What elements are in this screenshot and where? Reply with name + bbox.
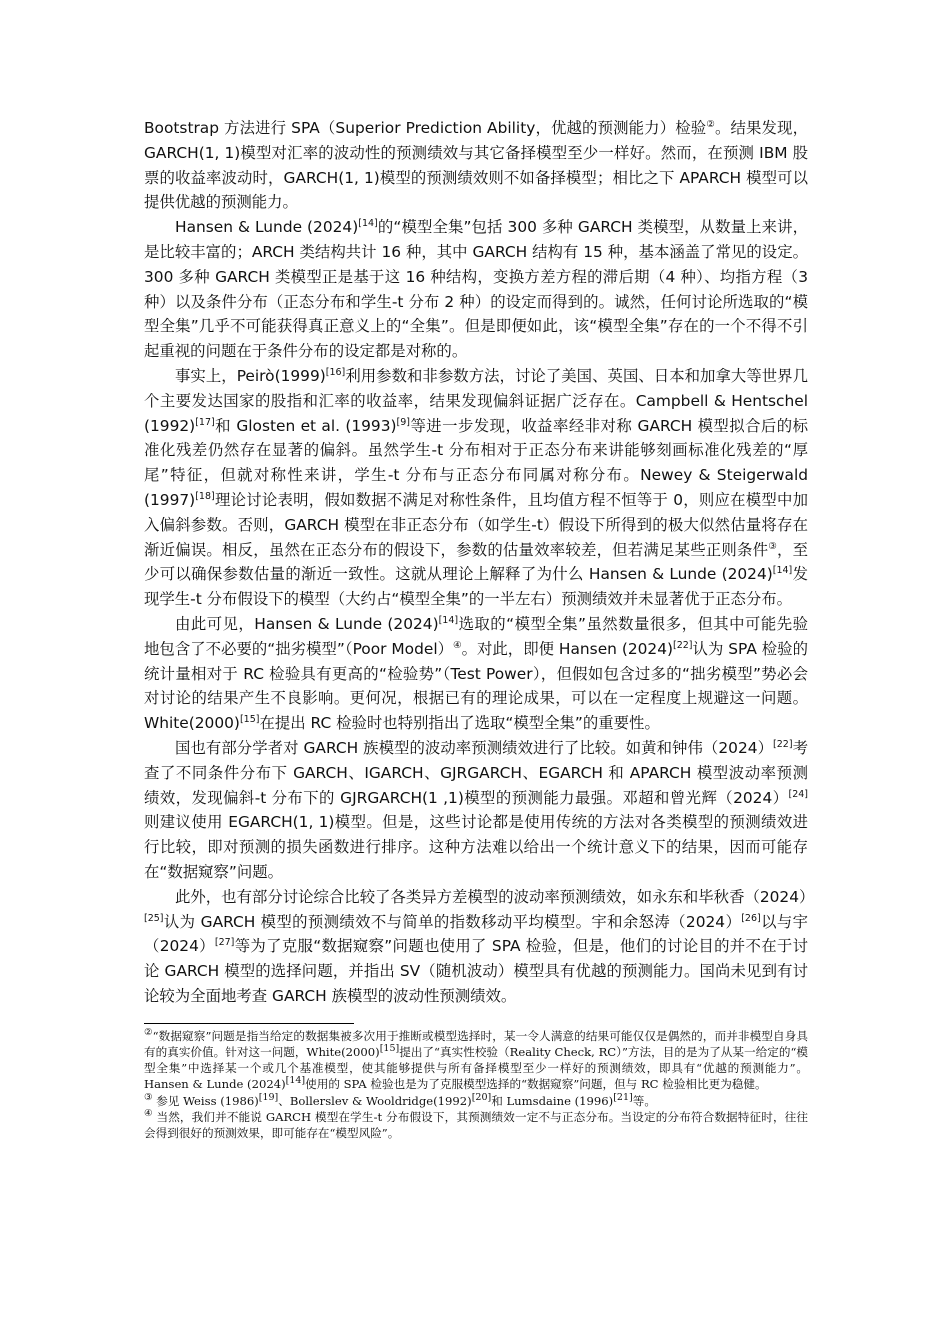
text-run: 等为了克服“数据窥察”问题也使用了 SPA 检验，但是，他们的讨论目的并不在于讨论 GARCH 模型的选择问题，并指出 SV（随机波动）模型具有优越的预测能力。国尚未见到有讨论较为全面地考查 GARCH 族模型的波动性预测绩效。	[144, 937, 808, 1005]
text-run: 等进一步发现，收益率经非对称 GARCH 模型拟合后的标准化残差仍然存在显著的偏斜。虽然学生-t 分布相对于正态分布来讲能够刻画标准化残差的“厚尾”特征，但就对称性来讲，学生-t 分布与正态分布同属对称分布。Newey & Steigerwald (1997)	[144, 416, 808, 509]
text-run: 选取的“模型全集”虽然数量很多，但其中可能先验地包含了不必要的“拙劣模型”（Poor Model）	[144, 614, 808, 658]
text-run: 和 Lumsdaine (1996)	[491, 1093, 614, 1108]
citation-marker: [15]	[379, 1043, 400, 1055]
footnote	[144, 1109, 808, 1141]
text-run: 则建议使用 EGARCH(1, 1)模型。但是，这些讨论都是使用传统的方法对各类模型的预测绩效进行比较，即对预测的损失函数进行排序。这种方法难以给出一个统计意义下的结果，因而可能存在“数据窥察”问题。	[144, 813, 808, 881]
citation-marker: [27]	[214, 937, 235, 949]
citation-marker: [14]	[438, 614, 459, 626]
text-run: 提出了“真实性校验（Reality Check, RC）”方法，目的是为了从某一给定的“模型全集”中选择某一个或几个基准模型，使其能够提供与所有备择模型至少一样好的预测绩效，即具有“优越的预测能力”。Hansen & Lunde (2024)	[144, 1044, 808, 1092]
text-run: 认为 GARCH 模型的预测绩效不与简单的指数移动平均模型。宇和余怒涛（2024）	[163, 912, 742, 931]
citation-marker: ④	[144, 1107, 153, 1119]
citation-marker: ②	[144, 1026, 153, 1038]
text-run: 在提出 RC 检验时也特别指出了选取“模型全集”的重要性。	[259, 714, 660, 733]
text-run: “数据窥察”问题是指当给定的数据集被多次用于推断或模型选择时，某一令人满意的结果可能仅仅是偶然的，而并非模型自身具有的真实价值。针对这一问题，White(2000)	[144, 1028, 808, 1059]
citation-marker: ③	[768, 540, 777, 552]
citation-marker: [17]	[195, 416, 215, 428]
citation-marker: [9]	[396, 416, 410, 428]
text-run: Hansen & Lunde (2024)	[175, 218, 359, 237]
citation-marker: [15]	[239, 714, 260, 725]
text-run: 参见 Weiss (1986)	[152, 1093, 259, 1108]
body-text	[144, 116, 815, 1009]
citation-marker: [16]	[325, 366, 346, 378]
text-run: 、Bollerslev & Wooldridge(1992)	[278, 1093, 472, 1108]
body-paragraph	[144, 612, 808, 736]
citation-marker: [19]	[258, 1091, 279, 1103]
citation-marker: [14]	[285, 1075, 306, 1087]
body-paragraph	[144, 736, 808, 885]
footnote	[144, 1093, 808, 1109]
body-paragraph	[144, 885, 815, 1009]
text-run: 等。	[632, 1093, 656, 1108]
text-run: 当然，我们并不能说 GARCH 模型在学生-t 分布假设下，其预测绩效一定不与正态分布。当设定的分布符合数据特征时，往往会得到很好的预测效果，即可能存在“模型风险”。	[144, 1109, 808, 1140]
text-run: 的“模型全集”包括 300 多种 GARCH 类模型，从数量上来讲，是比较丰富的；ARCH 类结构共计 16 种，其中 GARCH 结构有 15 种，基本涵盖了常见的设定。300 多种 GARCH 类模型正是基于这 16 种结构，变换方差方程的滞后期（4 种）、均指方程（3 种）以及条件分布（正态分布和学生-t 分布 2 种）的设定而得到的。诚然，任何讨论所选取的“模型全集”几乎不可能获得真正意义上的“全集”。但是即便如此，该“模型全集”存在的一个不得不引起重视的问题在于条件分布的设定都是对称的。	[144, 218, 808, 361]
text-run: 考查了不同条件分布下 GARCH、IGARCH、GJRGARCH、EGARCH 和 APARCH 模型波动率预测绩效，发现偏斜-t 分布下的 GJRGARCH(1 ,1)模型的预测能力最强。邓超和曾光辉（2024）	[144, 738, 808, 807]
text-run: Bootstrap 方法进行 SPA（Superior Prediction Ability，优越的预测能力）检验	[144, 119, 707, 137]
footnote	[144, 1028, 808, 1093]
text-run: ，至少可以确保参数估量的渐近一致性。这就从理论上解释了为什么 Hansen & Lunde (2024)	[144, 540, 808, 584]
text-run: 和 Glosten et al. (1993)	[214, 416, 397, 435]
citation-marker: [21]	[613, 1091, 633, 1103]
body-paragraph	[144, 215, 808, 364]
text-run: 发现学生-t 分布假设下的模型（大约占“模型全集”的一半左右）预测绩效并未显著优于正态分布。	[144, 565, 808, 609]
citation-marker: [22]	[773, 738, 793, 750]
text-run: 国也有部分学者对 GARCH 族模型的波动率预测绩效进行了比较。如黄和钟伟（2024）	[175, 738, 774, 757]
text-run: 理论讨论表明，假如数据不满足对称性条件，且均值方程不恒等于 0，则应在模型中加入偏斜参数。否则，GARCH 模型在非正态分布（如学生-t）假设下所得到的极大似然估量将存在渐近偏误。相反，虽然在正态分布的假设下，参数的估量效率较差，但若满足某些正则条件	[144, 490, 808, 559]
body-paragraph	[144, 116, 808, 215]
citation-marker: [25]	[144, 912, 164, 924]
text-run: 认为 SPA 检验的统计量相对于 RC 检验具有更高的“检验势”（Test Power），但假如包含过多的“拙劣模型”势必会对讨论的结果产生不良影响。更何况，根据已有的理论成果，可以在一定程度上规避这一问题。White(2000)	[144, 639, 808, 733]
text-run: 。对此，即便 Hansen (2024)	[461, 639, 674, 658]
text-run: 此外，也有部分讨论综合比较了各类异方差模型的波动率预测绩效，如永东和毕秋香（2024）	[175, 887, 815, 906]
text-run: 由此可见，Hansen & Lunde (2024)	[175, 614, 439, 633]
citation-marker: [14]	[772, 565, 793, 577]
citation-marker: [18]	[195, 490, 215, 502]
text-run: 使用的 SPA 检验也是为了克服模型选择的“数据窥察”问题，但与 RC 检验相比更为稳健。	[305, 1077, 767, 1092]
body-paragraph	[144, 364, 808, 612]
citation-marker: ②	[706, 118, 715, 130]
citation-marker: [22]	[673, 639, 693, 651]
text-run: 。结果发现，GARCH(1, 1)模型对汇率的波动性的预测绩效与其它备择模型至少一样好。然而，在预测 IBM 股票的收益率波动时，GARCH(1, 1)模型的预测绩效则不如备择模型；相比之下 APARCH 模型可以提供优越的预测能力。	[144, 119, 808, 212]
text-run: 事实上，Peirò(1999)	[175, 366, 326, 385]
document-page	[144, 116, 815, 1141]
citation-marker: ④	[453, 639, 462, 651]
text-run: 以与宇（2024）	[144, 912, 808, 956]
citation-marker: ③	[144, 1091, 153, 1103]
footnote-divider	[144, 1023, 354, 1024]
citation-marker: [14]	[358, 218, 378, 230]
footnotes	[144, 1028, 808, 1141]
citation-marker: [24]	[788, 788, 808, 800]
text-run: 利用参数和非参数方法，讨论了美国、英国、日本和加拿大等世界几个主要发达国家的股指和汇率的收益率，结果发现偏斜证据广泛存在。Campbell & Hentschel (1992)	[144, 366, 808, 435]
citation-marker: [26]	[741, 912, 761, 924]
citation-marker: [20]	[471, 1091, 492, 1103]
